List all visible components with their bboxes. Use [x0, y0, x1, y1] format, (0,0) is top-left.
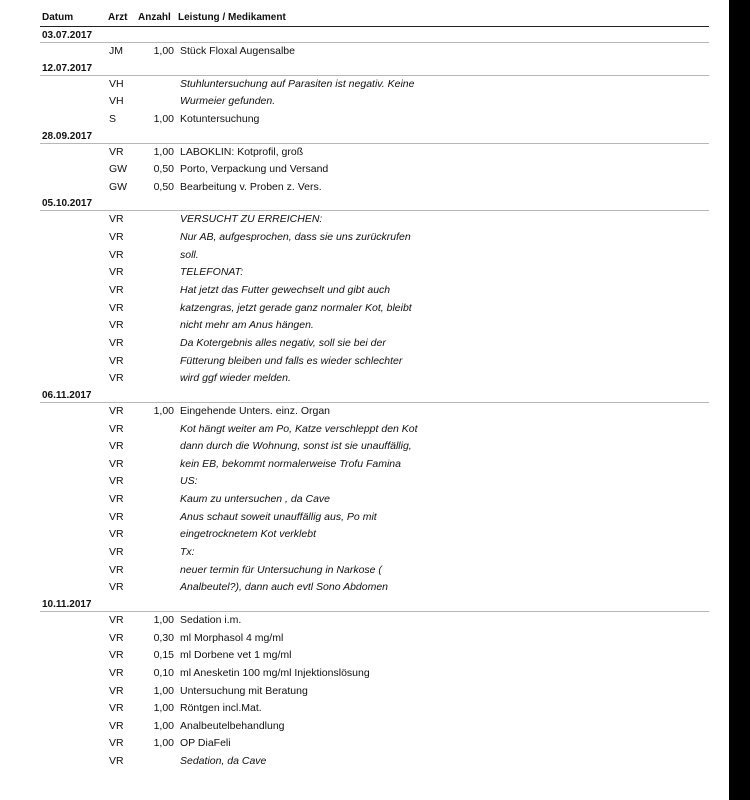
service-text: Kot hängt weiter am Po, Katze verschleppt den Kot [180, 422, 418, 435]
service-line [0, 700, 729, 718]
doctor-code: VR [109, 284, 124, 297]
header-leistung: Leistung / Medikament [178, 12, 286, 23]
doctor-code: VR [109, 213, 124, 226]
service-text: Da Kotergebnis alles negativ, soll sie bei der [180, 336, 386, 349]
note-line [0, 438, 729, 456]
doctor-code: VR [109, 493, 124, 506]
doctor-code: VR [109, 248, 124, 261]
note-line [0, 509, 729, 527]
doctor-code: VR [109, 631, 124, 644]
entry-date: 03.07.2017 [42, 30, 93, 41]
doctor-code: VR [109, 372, 124, 385]
service-text: Analbeutel?), dann auch evtl Sono Abdomen [180, 581, 389, 594]
quantity: 1,00 [153, 45, 174, 57]
service-text: Tx: [180, 546, 195, 559]
quantity: 1,00 [153, 702, 174, 715]
note-line [0, 76, 729, 94]
date-row [40, 196, 709, 211]
doctor-code: VR [109, 422, 124, 435]
doctor-code: VR [109, 301, 124, 314]
service-text: Sedation, da Cave [180, 755, 267, 768]
service-text: Untersuchung mit Beratung [180, 684, 308, 697]
doctor-code: S [109, 112, 117, 125]
doctor-code: JM [109, 45, 123, 57]
doctor-code: VR [109, 336, 124, 349]
service-text: soll. [180, 248, 199, 261]
service-text: Eingehende Unters. einz. Organ [180, 404, 331, 417]
note-line [0, 491, 729, 509]
service-text: ml Morphasol 4 mg/ml [180, 631, 284, 644]
service-line [0, 647, 729, 665]
service-text: LABOKLIN: Kotprofil, groß [180, 145, 304, 158]
entry-date: 05.10.2017 [42, 198, 93, 210]
note-line [0, 370, 729, 388]
note-line [0, 526, 729, 544]
doctor-code: VR [109, 528, 124, 541]
quantity: 0,10 [153, 666, 174, 679]
doctor-code: VR [109, 613, 124, 626]
doctor-code: VR [109, 440, 124, 453]
quantity: 1,00 [153, 145, 174, 158]
service-line [0, 665, 729, 683]
note-line [0, 229, 729, 247]
service-text: Fütterung bleiben und falls es wieder schlechter [180, 354, 403, 367]
service-text: Porto, Verpackung und Versand [180, 163, 329, 176]
service-line [0, 161, 729, 179]
service-text: VERSUCHT ZU ERREICHEN: [180, 213, 323, 226]
quantity: 0,30 [153, 631, 174, 644]
quantity: 0,15 [153, 649, 174, 662]
quantity: 1,00 [153, 684, 174, 697]
note-line [0, 93, 729, 111]
service-text: katzengras, jetzt gerade ganz normaler Kot, bleibt [180, 301, 412, 314]
quantity: 1,00 [153, 737, 174, 750]
service-text: wird ggf wieder melden. [180, 372, 291, 385]
doctor-code: VR [109, 266, 124, 279]
doctor-code: VR [109, 354, 124, 367]
quantity: 1,00 [153, 112, 174, 125]
entries-list [0, 28, 729, 771]
service-line [0, 179, 729, 197]
service-text: Nur AB, aufgesprochen, dass sie uns zurückrufen [180, 231, 411, 244]
entry-date: 28.09.2017 [42, 130, 93, 142]
doctor-code: VR [109, 666, 124, 679]
note-line [0, 562, 729, 580]
date-row [40, 129, 709, 144]
note-line [0, 300, 729, 318]
doctor-code: GW [109, 180, 128, 193]
note-line [0, 579, 729, 597]
service-text: OP DiaFeli [180, 737, 231, 750]
header-arzt: Arzt [108, 12, 128, 23]
service-text: ml Dorbene vet 1 mg/ml [180, 649, 292, 662]
quantity: 0,50 [153, 180, 174, 193]
note-line [0, 353, 729, 371]
doctor-code: VR [109, 755, 124, 768]
service-text: ml Anesketin 100 mg/ml Injektionslösung [180, 666, 370, 679]
service-text: TELEFONAT: [180, 266, 244, 279]
doctor-code: VR [109, 546, 124, 559]
service-text: Hat jetzt das Futter gewechselt und gibt auch [180, 284, 391, 297]
doctor-code: VR [109, 563, 124, 576]
header-anzahl: Anzahl [138, 12, 171, 23]
note-line [0, 456, 729, 474]
note-line [0, 247, 729, 265]
note-line [0, 264, 729, 282]
doctor-code: VR [109, 702, 124, 715]
service-text: Kaum zu untersuchen , da Cave [180, 493, 331, 506]
header-rule [40, 26, 709, 27]
service-text: Stück Floxal Augensalbe [180, 45, 295, 57]
service-line [0, 403, 729, 421]
doctor-code: VH [109, 95, 124, 108]
date-row [40, 597, 709, 612]
table-header [0, 0, 729, 28]
service-text: Analbeutelbehandlung [180, 719, 285, 732]
service-text: nicht mehr am Anus hängen. [180, 319, 314, 332]
note-line [0, 753, 729, 771]
doctor-code: VR [109, 719, 124, 732]
service-line [0, 683, 729, 701]
service-line [0, 612, 729, 630]
service-line [0, 718, 729, 736]
date-row [40, 388, 709, 403]
doctor-code: VR [109, 475, 124, 488]
doctor-code: GW [109, 163, 128, 176]
date-row [40, 61, 709, 76]
doctor-code: VR [109, 457, 124, 470]
note-line [0, 211, 729, 229]
entry-date: 12.07.2017 [42, 62, 93, 74]
note-line [0, 335, 729, 353]
quantity: 0,50 [153, 163, 174, 176]
note-line [0, 421, 729, 439]
service-line [0, 144, 729, 162]
doctor-code: VH [109, 77, 124, 90]
service-text: Anus schaut soweit unauffällig aus, Po mit [180, 510, 377, 523]
note-line [0, 282, 729, 300]
doctor-code: VR [109, 231, 124, 244]
service-text: kein EB, bekommt normalerweise Trofu Famina [180, 457, 401, 470]
service-text: dann durch die Wohnung, sonst ist sie unauffällig, [180, 440, 412, 453]
service-line [0, 111, 729, 129]
service-line [0, 43, 729, 61]
service-text: Röntgen incl.Mat. [180, 702, 262, 715]
note-line [0, 317, 729, 335]
doctor-code: VR [109, 684, 124, 697]
note-line [0, 544, 729, 562]
note-line [0, 473, 729, 491]
doctor-code: VR [109, 404, 124, 417]
service-text: Stuhluntersuchung auf Parasiten ist negativ. Keine [180, 77, 415, 90]
entry-date: 10.11.2017 [42, 598, 92, 610]
service-text: Bearbeitung v. Proben z. Vers. [180, 180, 322, 193]
service-text: Kotuntersuchung [180, 112, 260, 125]
date-row [40, 28, 709, 43]
service-text: eingetrocknetem Kot verklebt [180, 528, 316, 541]
doctor-code: VR [109, 319, 124, 332]
quantity: 1,00 [153, 613, 174, 626]
entry-date: 06.11.2017 [42, 389, 92, 401]
doctor-code: VR [109, 145, 124, 158]
doctor-code: VR [109, 581, 124, 594]
service-line [0, 735, 729, 753]
service-text: neuer termin für Untersuchung in Narkose ( [180, 563, 382, 576]
quantity: 1,00 [153, 404, 174, 417]
service-line [0, 630, 729, 648]
service-text: Sedation i.m. [180, 613, 242, 626]
quantity: 1,00 [153, 719, 174, 732]
service-text: Wurmeier gefunden. [180, 95, 276, 108]
doctor-code: VR [109, 737, 124, 750]
header-datum: Datum [42, 12, 74, 23]
doctor-code: VR [109, 510, 124, 523]
service-text: US: [180, 475, 198, 488]
doctor-code: VR [109, 649, 124, 662]
